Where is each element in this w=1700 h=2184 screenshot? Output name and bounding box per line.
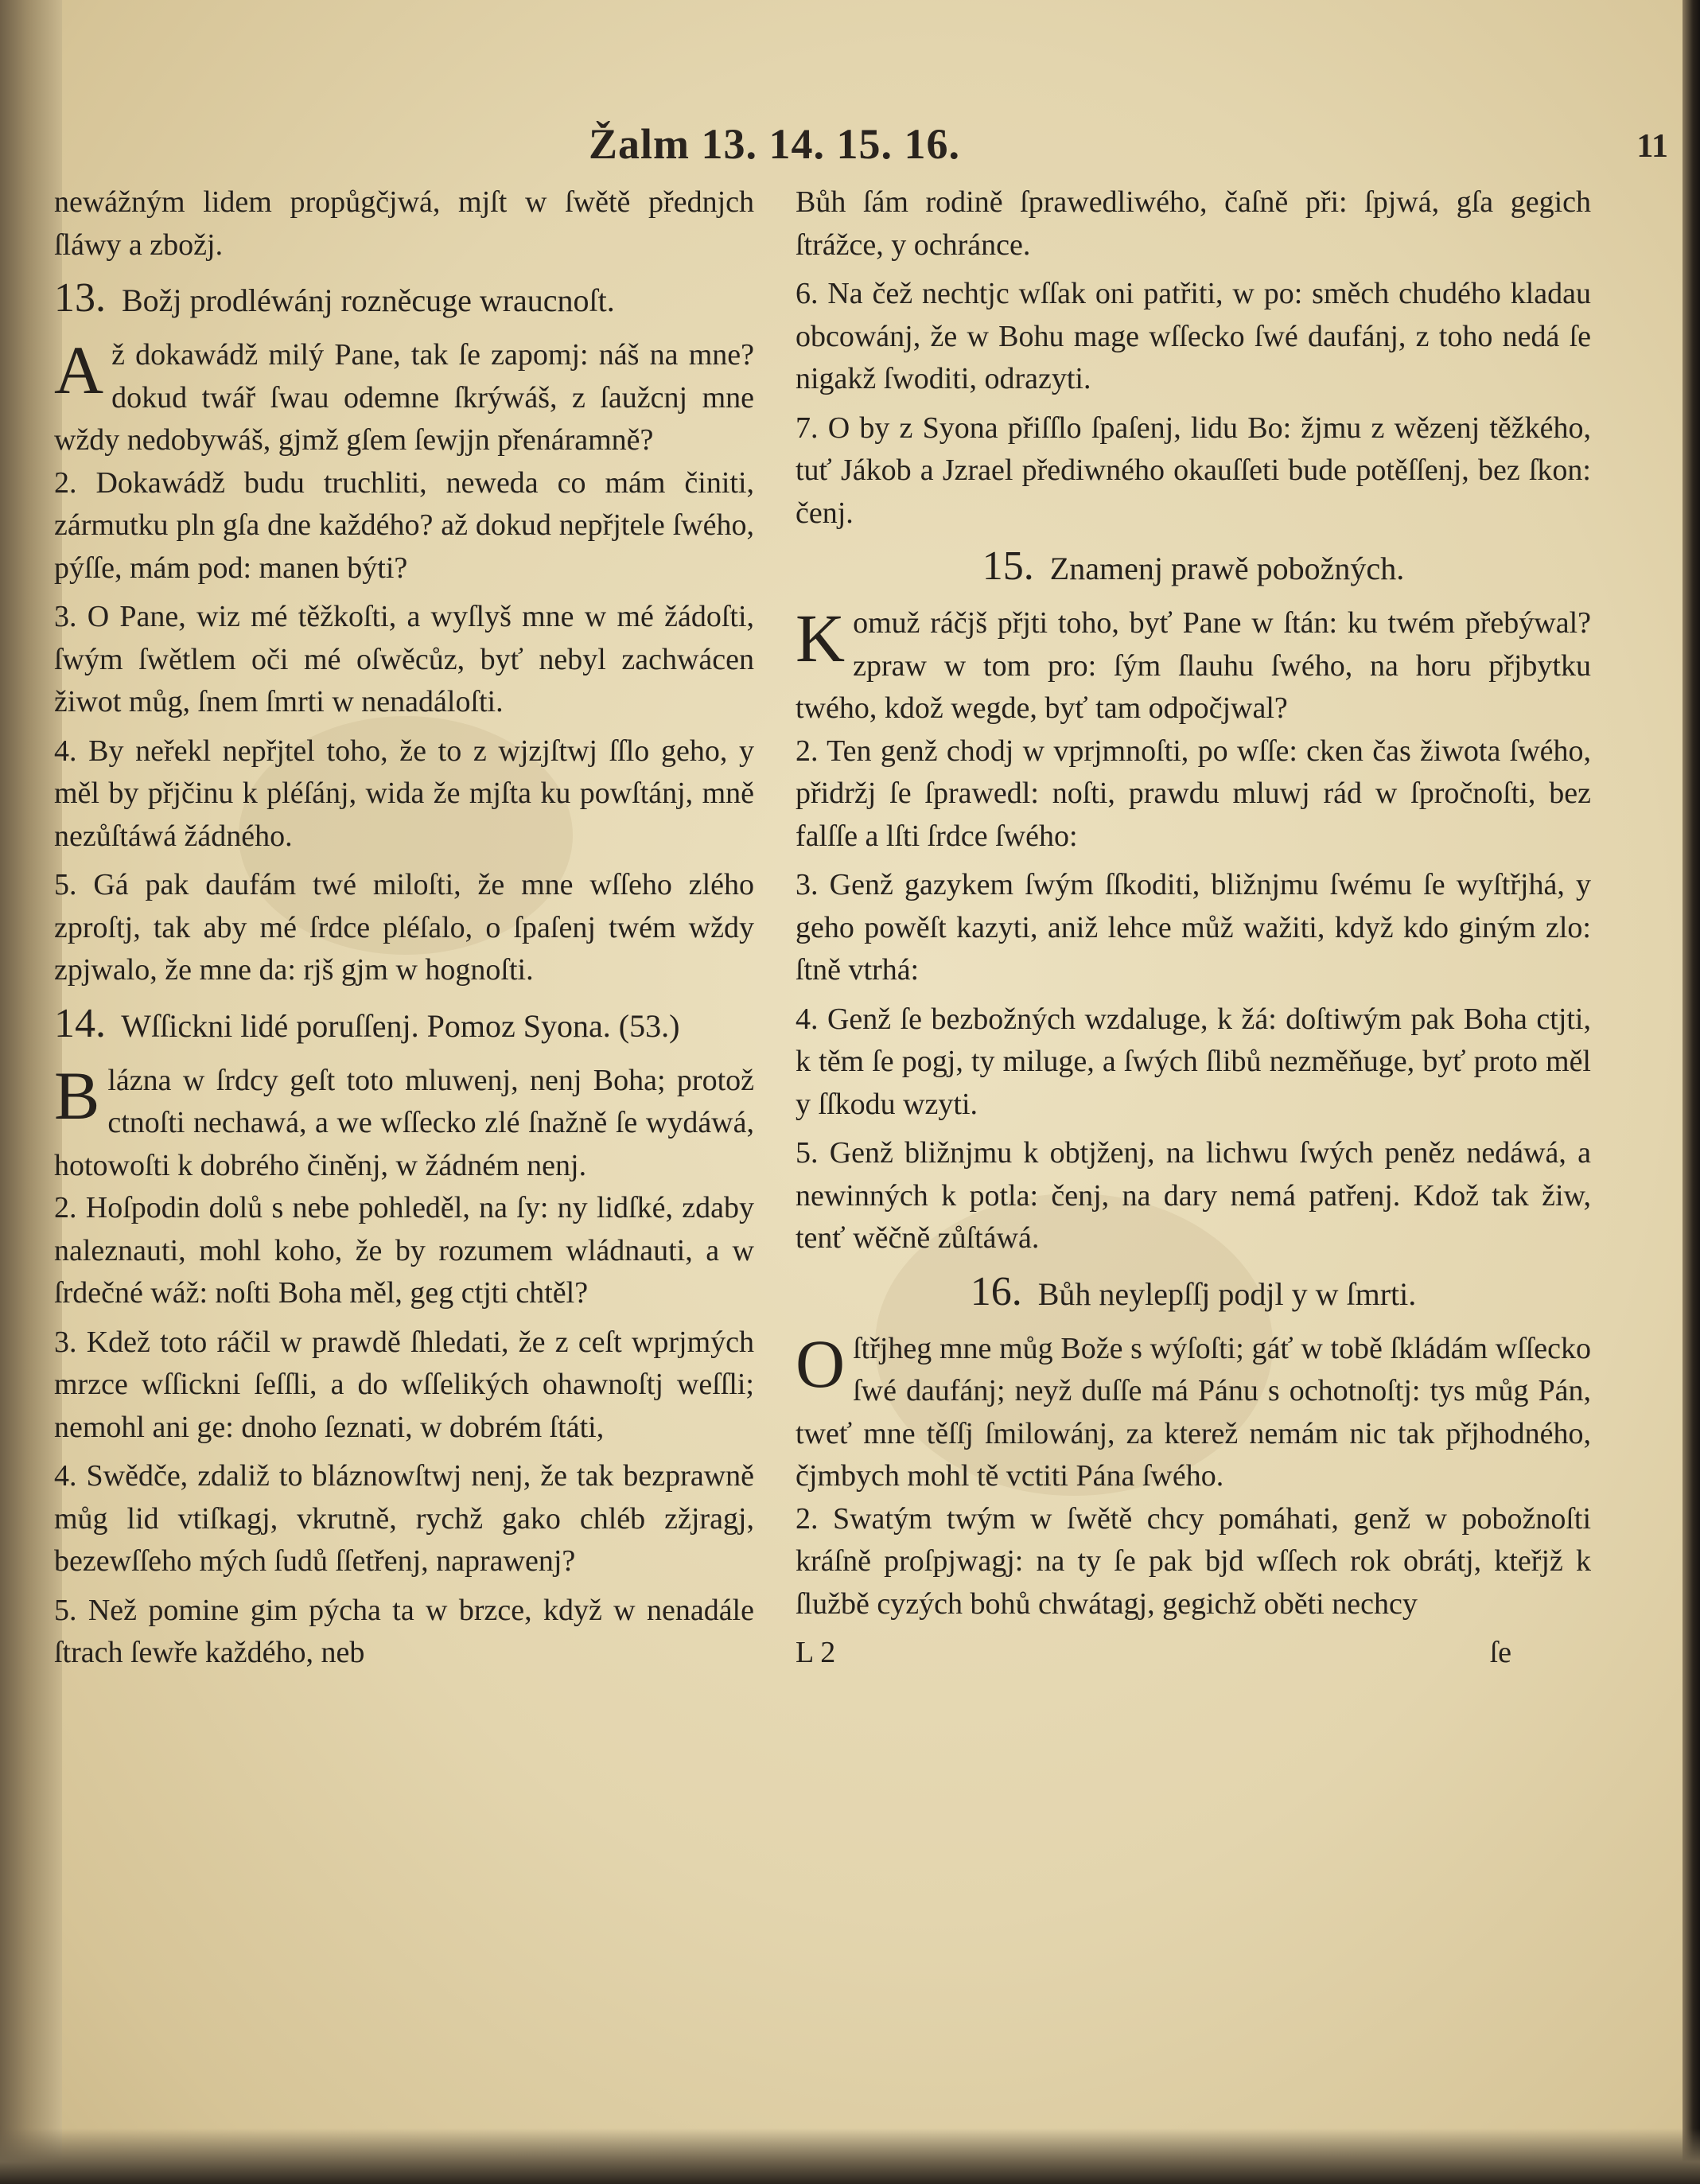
verse: 4. Genž ſe bezbožných wzdaluge, k žá: doſtiwým pak Boha ctjti, k těm ſe pogj, ty miluge, a ſwých ſlibů nezměňuge, byť proto měl y ſſkodu wzyti. [796,1002,1591,1121]
verse: 2. Ten genž chodj w vprjmnoſti, po wſſe: cken čas žiwota ſwého, přidržj ſe ſprawedl: noſti, prawdu mluwj rád w ſpročnoſti, bez falſſe a lſti ſrdce ſwého: [796,734,1591,853]
verse: 2. Swatým twým w ſwětě chcy pomáhati, genž w pobožnoſti kráſně proſpjwagj: na ty ſe pak bjd wſſech rok obrátj, kteřjž k ſlužbě cyzých bohů chwátagj, gegichž oběti nechcy [796,1501,1591,1621]
psalm-title: Božj prodléwánj rozněcuge wraucnoſt. [122,282,615,318]
psalm-number: 14. [54,1000,106,1046]
verse-text: ſtřjheg mne můg Bože s wýſoſti; gáť w tobě ſkládám wſſecko ſwé daufánj; neyž duſſe má Pánu s ochotnoſtj: tys můg Pán, tweť mne těſſj ſmilowánj, za kterež nemám nic tak přjhodného, čjmbych mohl tě vctiti Pána ſwého. [796,1331,1591,1493]
signature-mark: L 2 [796,1636,836,1669]
paragraph: newážným lidem propůgčjwá, mjſt w ſwětě přednjch ſláwy a zbožj. [54,185,754,262]
verse [796,1325,1591,1498]
drop-cap: K [796,600,846,676]
psalm-heading [796,1268,1591,1318]
psalm-heading [796,543,1591,593]
drop-cap: O [796,1325,846,1402]
verse: 5. Gá pak daufám twé miloſti, že mne wſſeho zlého zproſtj, tak aby mé ſrdce pléſalo, o ſpaſenj twém wždy zpjwalo, že mne da: rjš gjm w hognoſti. [54,868,754,987]
verse: 4. Swědče, zdaliž to bláznowſtwj nenj, že tak bezprawně můg lid vtiſkagj, vkrutně, rychž gako chléb zžjragj, bezewſſeho mých ſudů ſſetřenj, naprawenj? [54,1459,754,1578]
verse: 3. Kdež toto ráčil w prawdě ſhledati, že z ceſt wprjmých mrzce wſſickni ſeſſli, a do wſſelikých ohawnoſtj weſſli; nemohl ani ge: dnoho ſeznati, w dobrém ſtáti, [54,1325,754,1444]
psalm-number: 15. [982,543,1034,589]
verse: 2. Dokawádž budu truchliti, neweda co mám činiti, zármutku pln gſa dne každého? až dokud nepřjtele ſwého, pýſſe, mám pod: manen býti? [54,465,754,585]
verse: 4. By neřekl nepřjtel toho, že to z wjzjſtwj ſſlo geho, y měl by přjčinu k pléſánj, wida že mjſta ku powſtánj, mně nezůſtáwá žádného. [54,734,754,853]
page-edge-shadow [1682,0,1700,2184]
verse [54,1057,754,1188]
psalm-title: Bůh neylepſſj podjl y w ſmrti. [1037,1275,1417,1312]
verse [796,602,1591,730]
verse: 5. Genž bližnjmu k obtjženj, na lichwu ſwých peněz nedáwá, a newinných k potla: čenj, na dary nemá patřenj. Kdož tak žiw, tenť wěčně zůſtáwá. [796,1136,1591,1255]
paragraph: Bůh ſám rodině ſprawedliwého, čaſně při: ſpjwá, gſa gegich ſtrážce, y ochránce. [796,185,1591,262]
psalm-number: 16. [970,1268,1022,1314]
verse: 6. Na čež nechtjc wſſak oni patřiti, w po: směch chudého kladau obcowánj, že w Bohu mage wſſecko ſwé daufánj, z toho nedá ſe nigakž ſwoditi, odrazyti. [796,277,1591,395]
drop-cap: A [54,332,104,408]
page-footer [796,1632,1511,1675]
psalm-title: Wſſickni lidé poruſſenj. Pomoz Syona. (53.) [121,1007,680,1044]
psalm-heading [54,1000,754,1050]
page-bottom-shadow [0,2128,1700,2184]
right-column [796,181,1591,1675]
verse-text: lázna w ſrdcy geſt toto mluwenj, nenj Boha; protož ctnoſti nechawá, a we wſſecko zlé ſnažně ſe wydáwá, hotowoſti k dobrého činěnj, w žádném nenj. [54,1063,754,1182]
book-spine-shadow [0,0,62,2184]
psalm-number: 13. [54,275,106,321]
verse: 3. O Pane, wiz mé těžkoſti, a wyſlyš mne w mé žádoſti, ſwým ſwětlem oči mé oſwěcůz, byť nebyl zachwácen žiwot můg, ſnem ſmrti w nenadáloſti. [54,600,754,718]
drop-cap: B [54,1057,100,1134]
catchword: ſe [1489,1636,1511,1669]
running-title: Žalm 13. 14. 15. 16. [589,120,961,168]
verse-text: ž dokawádž milý Pane, tak ſe zapomj: náš na mne? dokud twář ſwau odemne ſkrýwáš, z ſaužcnj mne wždy nedobywáš, gjmž gſem ſewjjn přenáramně? [54,338,754,457]
psalm-heading [54,274,754,325]
verse-text: omuž ráčjš přjti toho, byť Pane w ſtán: ku twém přebýwal? zpraw w tom pro: ſým ſlauhu ſwého, na horu přjbytku twého, kdož wegde, byť tam odpočjwal? [796,606,1591,725]
page-number: 11 [1636,128,1668,165]
verse: 2. Hoſpodin dolů s nebe pohleděl, na ſy: ny lidſké, zdaby naleznauti, mohl koho, že by rozumem wládnauti, a w ſrdečné wáž: noſti Boha měl, geg ctjti chtěl? [54,1191,754,1310]
page-header [0,119,1700,183]
verse: 7. O by z Syona přiſſlo ſpaſenj, lidu Bo: žjmu z wězenj těžkého, tuť Jákob a Jzrael přediwného okauſſeti bude potěſſenj, bez ſkon: čenj. [796,411,1591,530]
verse [54,334,754,462]
verse: 3. Genž gazykem ſwým ſſkoditi, bližnjmu ſwému ſe wyſtřjhá, y geho powěſt kazyti, aniž lehce můž wažiti, když kdo giným zlo: ſtně vtrhá: [796,868,1591,987]
psalm-title: Znamenj prawě pobožných. [1049,551,1405,586]
verse: 5. Než pomine gim pýcha ta w brzce, když w nenadále ſtrach ſewře každého, neb [54,1593,754,1669]
left-column [54,181,754,1681]
